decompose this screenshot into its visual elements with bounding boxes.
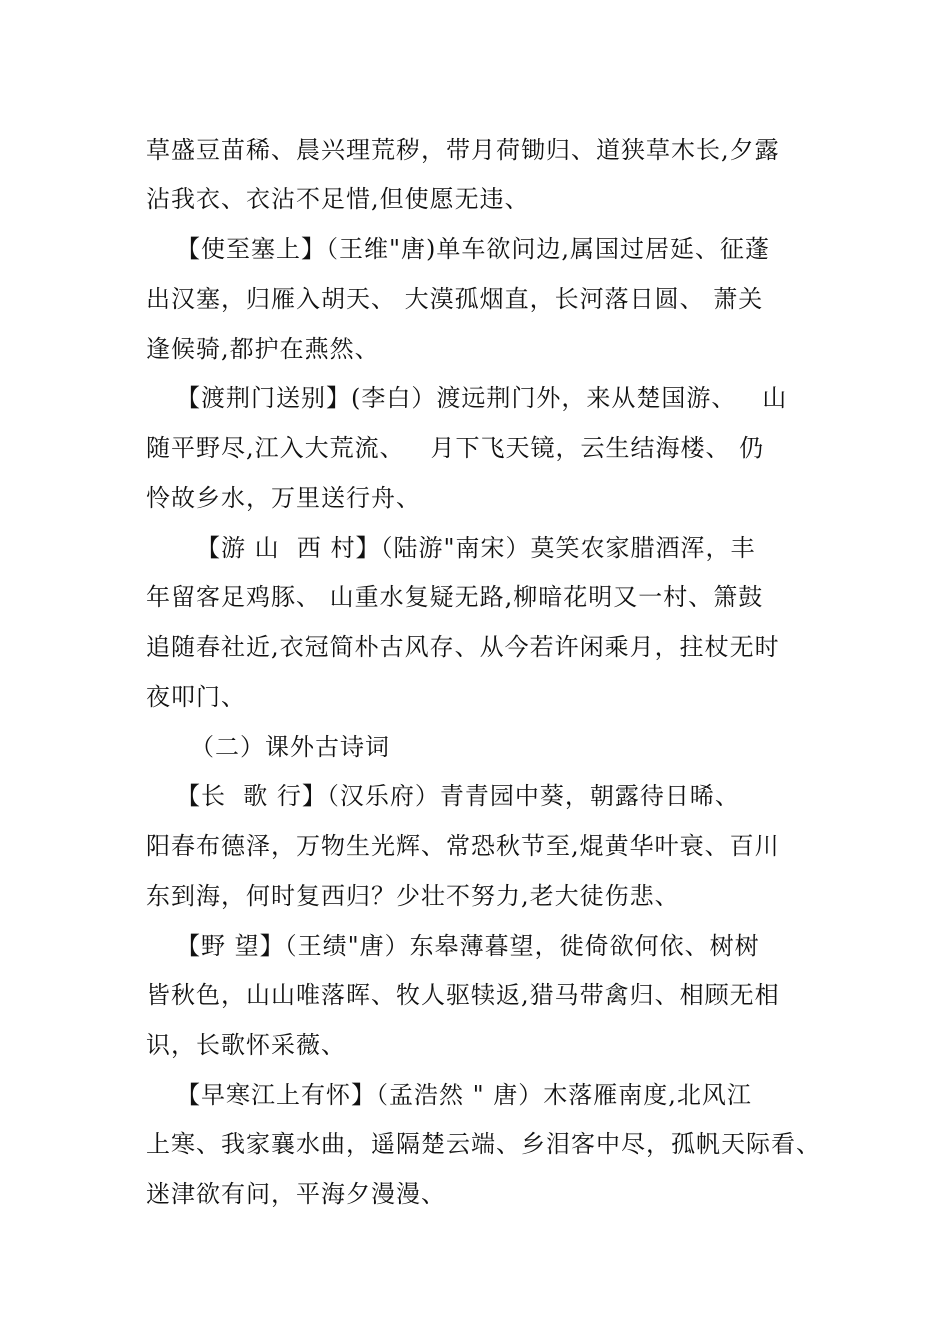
- poem-heading-line: 【野 望】（王绩"唐）东皋薄暮望，徙倚欲何依、树树: [176, 932, 760, 960]
- section-heading: （二）课外古诗词: [190, 733, 390, 761]
- text-line: 随平野尽,江入大荒流、 月下飞天镜，云生结海楼、 仍: [146, 434, 765, 462]
- text-line: 年留客足鸡豚、 山重水复疑无路,柳暗花明又一村、箫鼓: [146, 583, 764, 611]
- text-line: 逢候骑,都护在燕然、: [146, 335, 380, 363]
- text-line: 上寒、我家襄水曲，遥隔楚云端、乡泪客中尽，孤帆天际看、: [146, 1130, 821, 1158]
- text-line: 识，长歌怀采薇、: [146, 1031, 346, 1059]
- text-line: 沾我衣、衣沾不足惜,但使愿无违、: [146, 185, 530, 213]
- text-line: 夜叩门、: [146, 683, 246, 711]
- text-line: 追随春社近,衣冠简朴古风存、从今若许闲乘月，拄杖无时: [146, 633, 780, 661]
- text-line: 阳春布德泽，万物生光辉、常恐秋节至,焜黄华叶衰、百川: [146, 832, 780, 860]
- poem-heading-line: 【早寒江上有怀】（孟浩然 " 唐）木落雁南度,北风江: [176, 1081, 752, 1109]
- text-line: 怜故乡水，万里送行舟、: [146, 484, 421, 512]
- text-line: 草盛豆苗稀、晨兴理荒秽，带月荷锄归、道狭草木长,夕露: [146, 136, 780, 164]
- text-line: 东到海，何时复西归？少壮不努力,老大徒伤悲、: [146, 882, 680, 910]
- text-line: 迷津欲有问，平海夕漫漫、: [146, 1180, 446, 1208]
- poem-heading-line: 【渡荆门送别】(李白）渡远荆门外，来从楚国游、 山: [176, 384, 788, 412]
- poem-heading-line: 【长 歌 行】（汉乐府）青青园中葵，朝露待日晞、: [176, 782, 740, 810]
- poem-heading-line: 【游 山 西 村】（陆游"南宋）莫笑农家腊酒浑，丰: [196, 534, 756, 562]
- poem-heading-line: 【使至塞上】（王维"唐)单车欲问边,属国过居延、征蓬: [176, 235, 771, 263]
- text-line: 皆秋色，山山唯落晖、牧人驱犊返,猎马带禽归、相顾无相: [146, 981, 780, 1009]
- text-line: 出汉塞，归雁入胡天、 大漠孤烟直，长河落日圆、 萧关: [146, 285, 764, 313]
